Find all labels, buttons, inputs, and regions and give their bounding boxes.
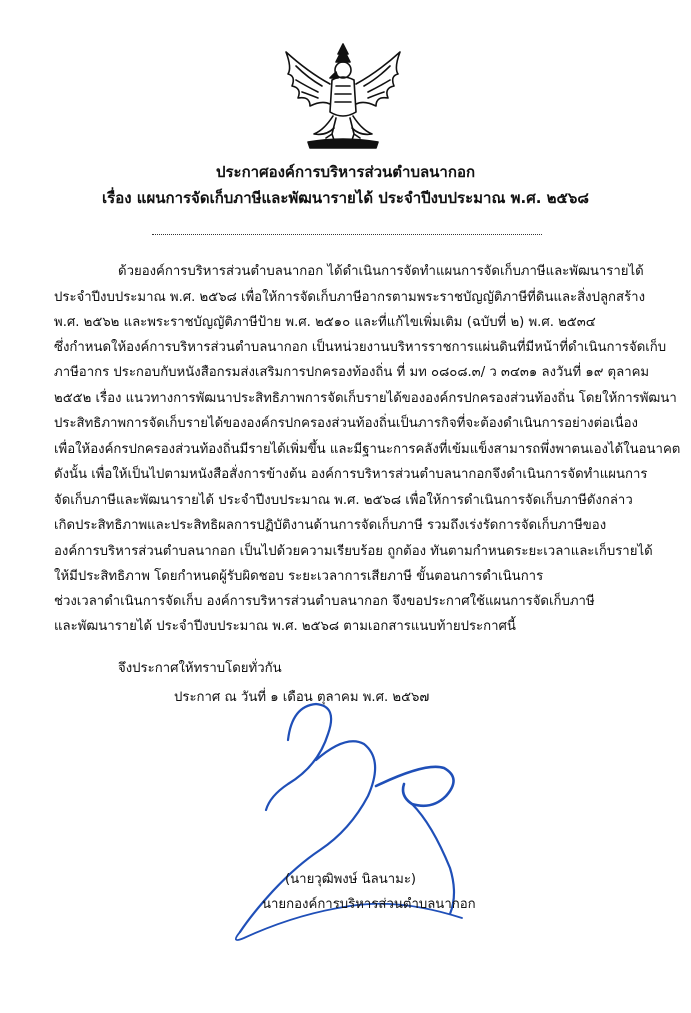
body-line: เกิดประสิทธิภาพและประสิทธิผลการปฏิบัติงานด้านการจัดเก็บภาษี รวมถึงเร่งรัดการจัดเก็บภาษีของ: [54, 518, 607, 533]
body-line: ๒๕๕๒ เรื่อง แนวทางการพัฒนาประสิทธิภาพการจัดเก็บรายได้ขององค์กรปกครองส่วนท้องถิ่น โดยให้การพัฒนา: [54, 391, 677, 406]
signer-name: (นายวุฒิพงษ์ นิลนามะ): [285, 872, 417, 887]
body-line: ภาษีอากร ประกอบกับหนังสือกรมส่งเสริมการปกครองท้องถิ่น ที่ มท ๐๘๐๘.๓/ ว ๓๔๓๑ ลงวันที่ ๑๙ ตุลาคม: [54, 365, 650, 380]
body-line: องค์การบริหารส่วนตำบลนากอก เป็นไปด้วยความเรียบร้อย ถูกต้อง ทันตามกำหนดระยะเวลาและเก็บรายได้: [54, 544, 653, 559]
announcement-date: ประกาศ ณ วันที่ ๑ เดือน ตุลาคม พ.ศ. ๒๕๖๗: [174, 690, 430, 705]
garuda-emblem-icon: [278, 38, 408, 150]
body-line: ช่วงเวลาดำเนินการจัดเก็บ องค์การบริหารส่วนตำบลนากอก จึงขอประกาศใช้แผนการจัดเก็บภาษี: [54, 594, 595, 609]
body-line: ประจำปีงบประมาณ พ.ศ. ๒๕๖๘ เพื่อให้การจัดเก็บภาษีอากรตามพระราชบัญญัติภาษีที่ดินและสิ่งปลูกสร้าง: [54, 290, 646, 305]
body-line: ด้วยองค์การบริหารส่วนตำบลนากอก ได้ดำเนินการจัดทำแผนการจัดเก็บภาษีและพัฒนารายได้: [118, 264, 644, 279]
body-line: เพื่อให้องค์กรปกครองส่วนท้องถิ่นมีรายได้เพิ่มขึ้น และมีฐานะการคลังที่เข้มแข็งสามารถพึ่งพาตนเองได้ในอนาคต: [54, 442, 681, 457]
announcement-title: ประกาศองค์การบริหารส่วนตำบลนากอก: [215, 163, 476, 181]
dotted-divider: [152, 234, 542, 235]
body-line: พ.ศ. ๒๕๖๒ และพระราชบัญญัติภาษีป้าย พ.ศ. ๒๕๑๐ และที่แก้ไขเพิ่มเติม (ฉบับที่ ๒) พ.ศ. ๒๕๓๔: [54, 315, 596, 330]
body-line: ประสิทธิภาพการจัดเก็บรายได้ขององค์กรปกครองส่วนท้องถิ่นเป็นภารกิจที่จะต้องดำเนินการอย่างต่อเนื่อง: [54, 416, 638, 431]
body-line: จัดเก็บภาษีและพัฒนารายได้ ประจำปีงบประมาณ พ.ศ. ๒๕๖๘ เพื่อให้การดำเนินการจัดเก็บภาษีดังกล่าว: [54, 493, 633, 508]
closing-statement: จึงประกาศให้ทราบโดยทั่วกัน: [118, 661, 282, 676]
signer-position: นายกองค์การบริหารส่วนตำบลนากอก: [262, 897, 476, 912]
body-line: และพัฒนารายได้ ประจำปีงบประมาณ พ.ศ. ๒๕๖๘ ตามเอกสารแนบท้ายประกาศนี้: [54, 619, 516, 634]
announcement-subject: เรื่อง แผนการจัดเก็บภาษีและพัฒนารายได้ ประจำปีงบประมาณ พ.ศ. ๒๕๖๘: [102, 189, 589, 207]
body-line: ดังนั้น เพื่อให้เป็นไปตามหนังสือสั่งการข้างต้น องค์การบริหารส่วนตำบลนากอกจึงดำเนินการจัดทำแผนการ: [54, 467, 648, 482]
body-line: ซึ่งกำหนดให้องค์การบริหารส่วนตำบลนากอก เป็นหน่วยงานบริหารราชการแผ่นดินที่มีหน้าที่ดำเนินการจัดเก็บ: [54, 340, 667, 355]
body-line: ให้มีประสิทธิภาพ โดยกำหนดผู้รับผิดชอบ ระยะเวลาการเสียภาษี ขั้นตอนการดำเนินการ: [54, 569, 544, 584]
